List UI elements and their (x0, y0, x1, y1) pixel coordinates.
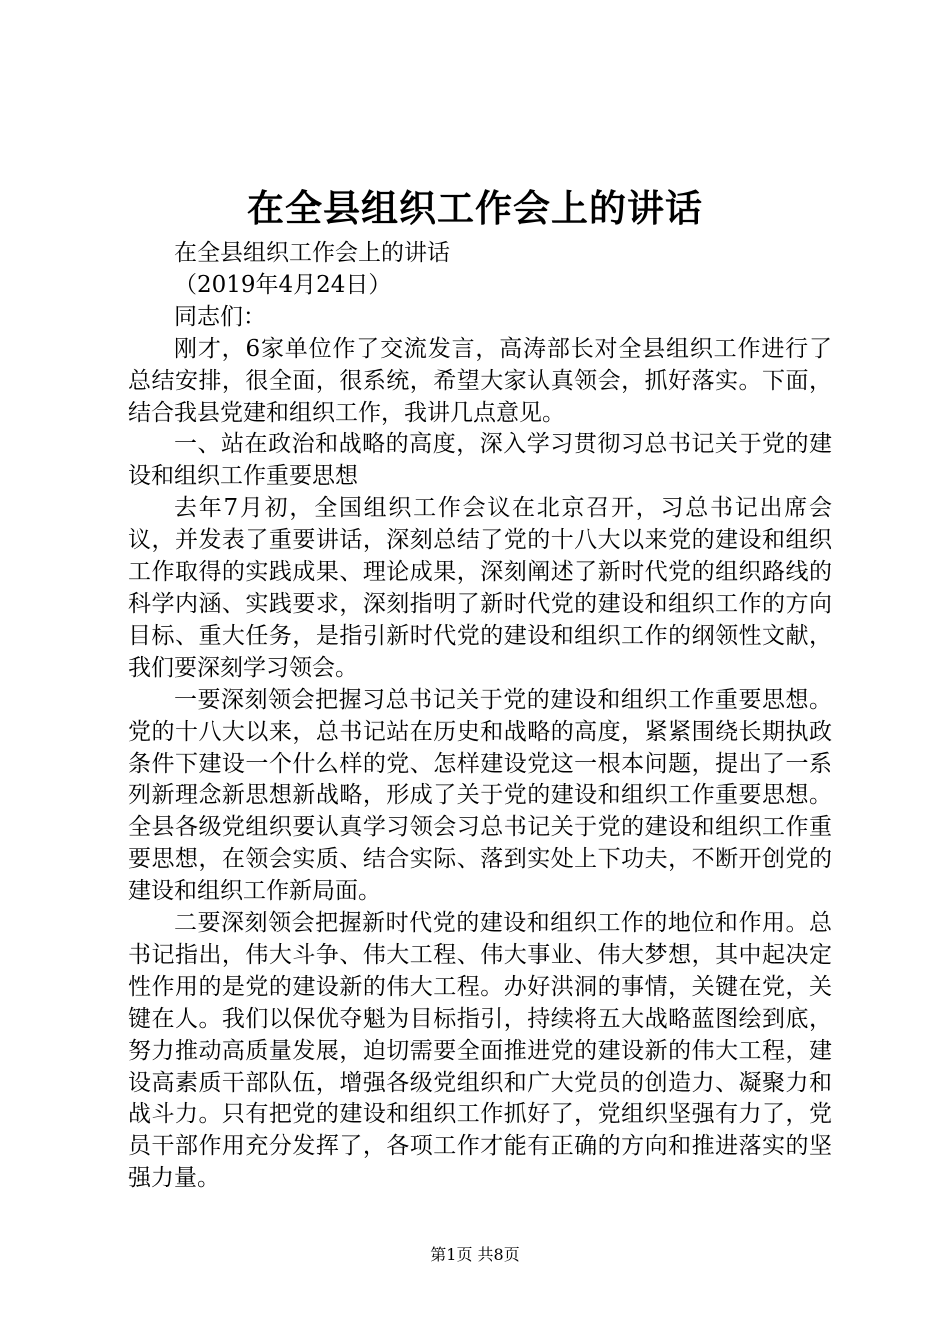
date-line: （2019年4月24日） (174, 271, 392, 298)
paragraph-point-2: 二要深刻领会把握新时代党的建设和组织工作的地位和作用。总书记指出，伟大斗争、伟大工程、伟大事业、伟大梦想，其中起决定性作用的是党的建设新的伟大工程。办好洪洞的事情，关键在党，关键在人。我们以保优夺魁为目标指引，持续将五大战略蓝图绘到底，努力推动高质量发展，迫切需要全面推进党的建设新的伟大工程，建设高素质干部队伍，增强各级党组织和广大党员的创造力、凝聚力和战斗力。只有把党的建设和组织工作抓好了，党组织坚强有力了，党员干部作用充分发挥了，各项工作才能有正确的方向和推进落实的坚强力量。 (128, 910, 832, 1192)
paragraph-intro: 刚才，6家单位作了交流发言，高涛部长对全县组织工作进行了总结安排，很全面，很系统，希望大家认真领会，抓好落实。下面，结合我县党建和组织工作，我讲几点意见。 (128, 335, 832, 426)
document-title: 在全县组织工作会上的讲话 (247, 186, 703, 230)
section-heading-1: 一、站在政治和战略的高度，深入学习贯彻习总书记关于党的建设和组织工作重要思想 (128, 431, 832, 490)
subtitle-line: 在全县组织工作会上的讲话 (174, 240, 450, 266)
document-body (128, 238, 832, 1195)
page-footer: 第1页 共8页 (430, 1245, 520, 1264)
salutation: 同志们： (174, 303, 266, 330)
paragraph-background: 去年7月初，全国组织工作会议在北京召开，习总书记出席会议，并发表了重要讲话，深刻总结了党的十八大以来党的建设和组织工作取得的实践成果、理论成果，深刻阐述了新时代党的组织路线的科学内涵、实践要求，深刻指明了新时代党的建设和组织工作的方向目标、重大任务，是指引新时代党的建设和组织工作的纲领性文献，我们要深刻学习领会。 (128, 495, 832, 681)
paragraph-point-1: 一要深刻领会把握习总书记关于党的建设和组织工作重要思想。党的十八大以来，总书记站在历史和战略的高度，紧紧围绕长期执政条件下建设一个什么样的党、怎样建设党这一根本问题，提出了一系列新理念新思想新战略，形成了关于党的建设和组织工作重要思想。全县各级党组织要认真学习领会习总书记关于党的建设和组织工作重要思想，在领会实质、结合实际、落到实处上下功夫，不断开创党的建设和组织工作新局面。 (128, 686, 832, 905)
